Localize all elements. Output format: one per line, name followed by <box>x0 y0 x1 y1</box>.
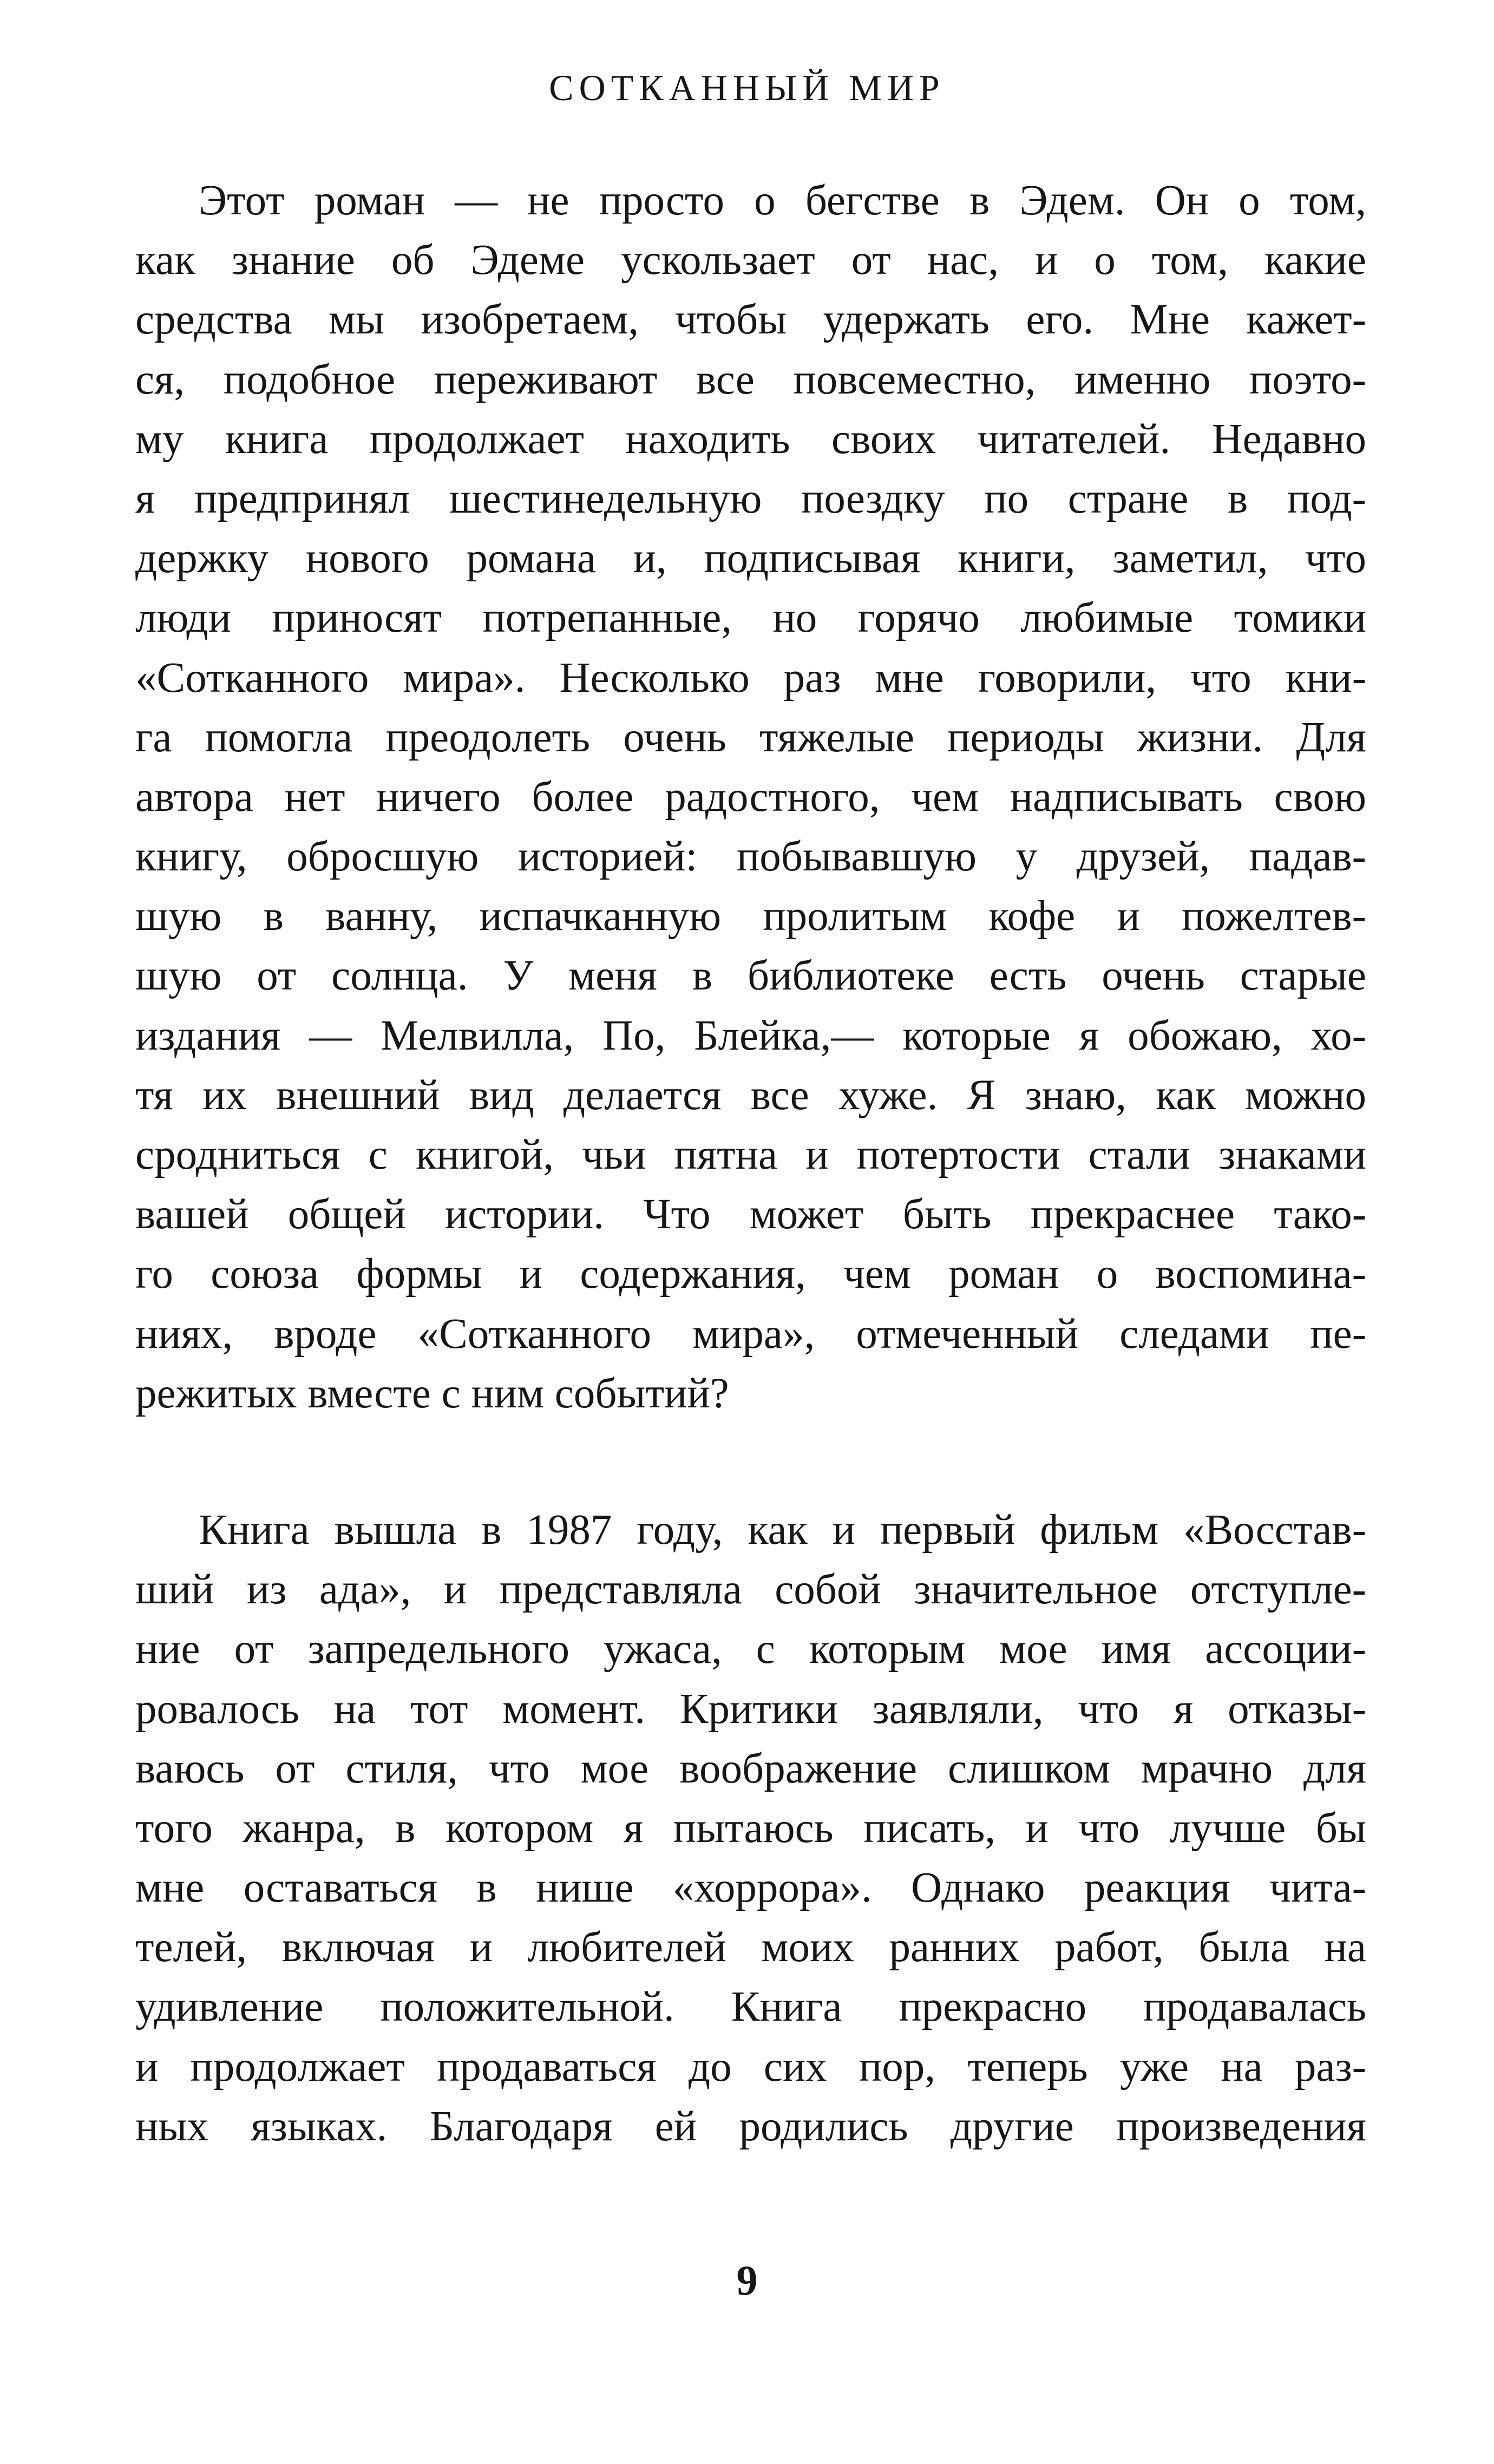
text-line: шую в ванну, испачканную пролитым кофе и пожелтев- <box>135 893 1366 940</box>
text-line: га помогла преодолеть очень тяжелые периоды жизни. Для <box>135 713 1366 761</box>
text-line: держку нового романа и, подписывая книги, заметил, что <box>135 535 1366 582</box>
text-line: мне оставаться в нише «хоррора». Однако реакция чита- <box>135 1864 1366 1912</box>
page-number: 9 <box>736 2257 758 2304</box>
text-line: го союза формы и содержания, чем роман о воспомина- <box>135 1250 1366 1298</box>
text-line: ниях, вроде «Сотканного мира», отмеченный следами пе- <box>135 1310 1366 1358</box>
paragraph <box>135 171 1366 1424</box>
running-head: СОТКАННЫЙ МИР <box>549 67 945 108</box>
text-line: ся, подобное переживают все повсеместно, именно поэто- <box>135 356 1366 403</box>
text-line: Книга вышла в 1987 году, как и первый фильм «Восстав- <box>199 1506 1366 1554</box>
text-line: ние от запредельного ужаса, с которым мое имя ассоции- <box>135 1626 1366 1673</box>
text-line: и продолжает продаваться до сих пор, теперь уже на раз- <box>135 2043 1366 2091</box>
text-line: му книга продолжает находить своих читателей. Недавно <box>135 415 1366 463</box>
body-text <box>135 171 1366 2157</box>
text-line: вашей общей истории. Что может быть прекраснее тако- <box>135 1191 1366 1238</box>
text-line: удивление положительной. Книга прекрасно продавалась <box>135 1983 1366 2031</box>
paragraph <box>135 1500 1366 2157</box>
text-line: издания — Мелвилла, По, Блейка,— которые я обожаю, хо- <box>135 1012 1366 1059</box>
text-line: режитых вместе с ним событий? <box>135 1369 729 1417</box>
text-line: средства мы изобретаем, чтобы удержать его. Мне кажет- <box>135 296 1366 344</box>
text-line: книгу, обросшую историей: побывавшую у друзей, падав- <box>135 833 1366 881</box>
text-line: ший из ада», и представляла собой значительное отступле- <box>135 1566 1366 1614</box>
text-line: телей, включая и любителей моих ранних работ, была на <box>135 1924 1366 1971</box>
text-line: ных языках. Благодаря ей родились другие произведения <box>135 2102 1366 2150</box>
text-line: Этот роман — не просто о бегстве в Эдем. Он о том, <box>199 177 1366 224</box>
text-line: ровалось на тот момент. Критики заявляли, что я отказы- <box>135 1685 1366 1733</box>
text-line: того жанра, в котором я пытаюсь писать, и что лучше бы <box>135 1804 1366 1852</box>
text-line: люди приносят потрепанные, но горячо любимые томики <box>135 594 1366 642</box>
text-line: сродниться с книгой, чьи пятна и потертости стали знаками <box>135 1131 1366 1178</box>
text-line: ваюсь от стиля, что мое воображение слишком мрачно для <box>135 1745 1366 1792</box>
text-line: я предпринял шестинедельную поездку по стране в под- <box>135 475 1366 522</box>
text-line: шую от солнца. У меня в библиотеке есть очень старые <box>135 952 1366 1000</box>
text-line: как знание об Эдеме ускользает от нас, и о том, какие <box>135 237 1366 284</box>
text-line: тя их внешний вид делается все хуже. Я знаю, как можно <box>135 1071 1366 1119</box>
text-line: автора нет ничего более радостного, чем надписывать свою <box>135 773 1366 821</box>
text-line: «Сотканного мира». Несколько раз мне говорили, что кни- <box>135 654 1366 702</box>
